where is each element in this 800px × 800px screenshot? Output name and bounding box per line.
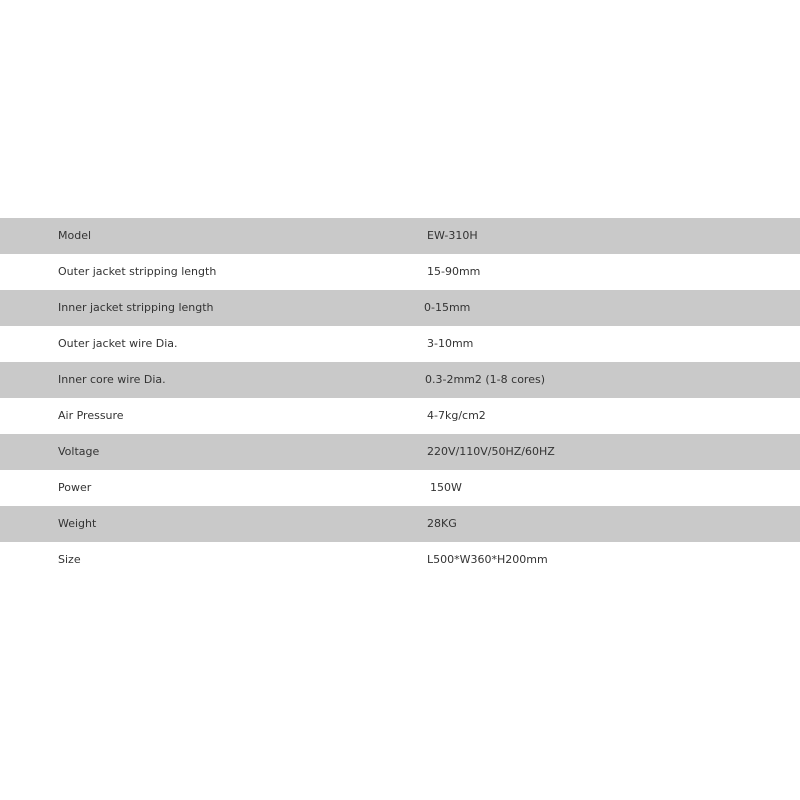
spec-value: 28KG bbox=[427, 517, 457, 530]
spec-value: L500*W360*H200mm bbox=[427, 553, 548, 566]
spec-row-power bbox=[0, 470, 800, 506]
spec-label: Air Pressure bbox=[58, 409, 124, 422]
spec-row-outer-jacket-wire-dia bbox=[0, 326, 800, 362]
spec-value: EW-310H bbox=[427, 229, 478, 242]
spec-row-inner-core-wire-dia bbox=[0, 362, 800, 398]
spec-value: 0.3-2mm2 (1-8 cores) bbox=[425, 373, 545, 386]
spec-label: Weight bbox=[58, 517, 97, 530]
spec-label: Voltage bbox=[58, 445, 100, 458]
spec-label: Outer jacket wire Dia. bbox=[58, 337, 178, 350]
spec-value: 0-15mm bbox=[424, 301, 471, 314]
spec-row-outer-jacket-stripping-length bbox=[0, 254, 800, 290]
spec-label: Outer jacket stripping length bbox=[58, 265, 217, 278]
spec-row-voltage bbox=[0, 434, 800, 470]
spec-row-size bbox=[0, 542, 800, 578]
spec-row-air-pressure bbox=[0, 398, 800, 434]
spec-value: 3-10mm bbox=[427, 337, 474, 350]
spec-value: 15-90mm bbox=[427, 265, 481, 278]
spec-label: Size bbox=[58, 553, 81, 566]
spec-row-inner-jacket-stripping-length bbox=[0, 290, 800, 326]
spec-label: Inner core wire Dia. bbox=[58, 373, 166, 386]
spec-label: Model bbox=[58, 229, 92, 242]
spec-value: 4-7kg/cm2 bbox=[427, 409, 486, 422]
spec-row-model bbox=[0, 218, 800, 254]
spec-value: 220V/110V/50HZ/60HZ bbox=[427, 445, 555, 458]
spec-value: 150W bbox=[430, 481, 462, 494]
spec-label: Inner jacket stripping length bbox=[58, 301, 214, 314]
spec-label: Power bbox=[58, 481, 92, 494]
spec-row-weight bbox=[0, 506, 800, 542]
spec-table bbox=[0, 218, 800, 578]
